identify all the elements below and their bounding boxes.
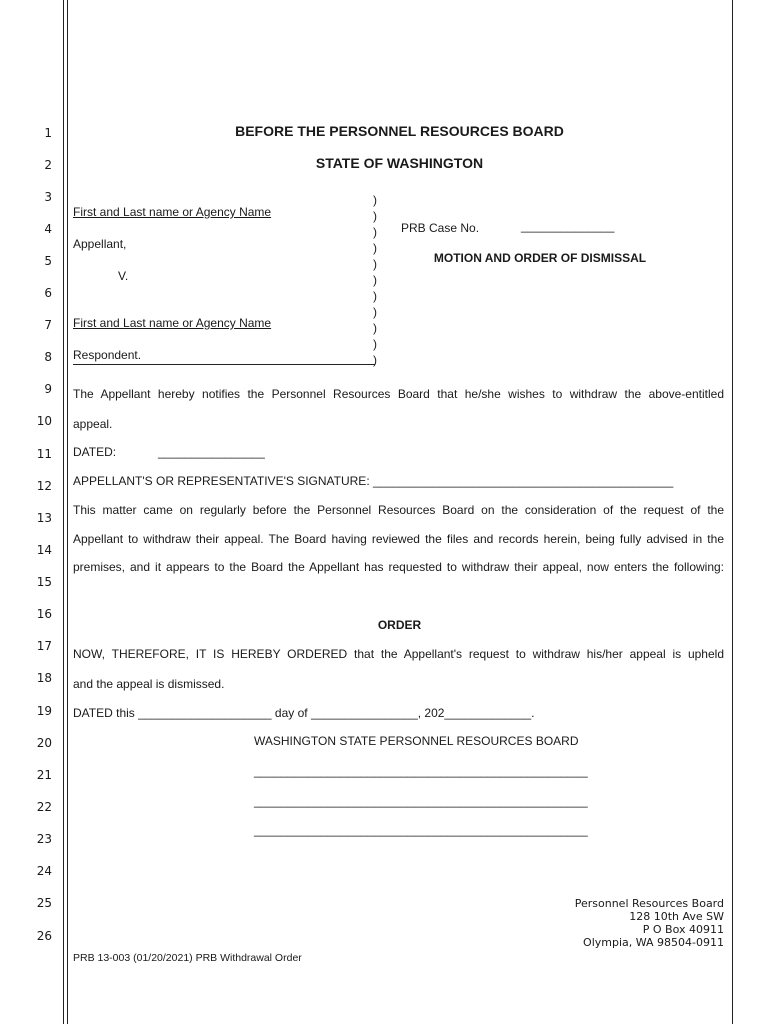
motion-dated-field[interactable]: ________________	[158, 445, 265, 459]
line-number: 21	[36, 768, 52, 782]
order-dated-line[interactable]: DATED this ____________________ day of ________________, 202_____________.	[73, 706, 535, 720]
line-number: 2	[44, 158, 52, 172]
line-number: 24	[36, 864, 52, 878]
respondent-name-field[interactable]: First and Last name or Agency Name	[73, 316, 272, 330]
line-number: 23	[36, 832, 52, 846]
left-margin-rule-outer	[63, 0, 64, 1024]
line-number: 14	[36, 543, 52, 557]
line-number: 22	[36, 800, 52, 814]
line-number: 16	[36, 607, 52, 621]
caption-paren: )	[373, 353, 377, 367]
line-number: 25	[36, 896, 52, 910]
address-street: 128 10th Ave SW	[629, 910, 724, 923]
caption-paren: )	[373, 257, 377, 271]
motion-dated-label: DATED:	[73, 445, 117, 459]
document-heading: BEFORE THE PERSONNEL RESOURCES BOARD	[235, 123, 564, 139]
board-signature-line[interactable]: __________________________________________________	[254, 794, 588, 808]
caption-paren: )	[373, 305, 377, 319]
line-number: 8	[44, 350, 52, 364]
line-number: 15	[36, 575, 52, 589]
address-city: Olympia, WA 98504-0911	[583, 936, 724, 949]
line-number: 26	[36, 929, 52, 943]
recital-text-line: Appellant to withdraw their appeal. The Board having reviewed the files and records herein, being fully advised in the	[73, 532, 724, 546]
document-subheading: STATE OF WASHINGTON	[315, 155, 484, 171]
recital-text-line: This matter came on regularly before the Personnel Resources Board on the consideration of the request of the	[73, 503, 724, 517]
form-identifier: PRB 13-003 (01/20/2021) PRB Withdrawal Order	[73, 952, 302, 964]
motion-text-line: The Appellant hereby notifies the Personnel Resources Board that he/she wishes to withdraw the above-entitled	[73, 387, 724, 401]
caption-bottom-rule	[73, 364, 375, 365]
appellant-label: Appellant,	[73, 237, 127, 251]
address-org: Personnel Resources Board	[574, 897, 724, 910]
recital-text-line: premises, and it appears to the Board the Appellant has requested to withdraw their appeal, now enters the following:	[73, 560, 724, 574]
caption-paren: )	[373, 337, 377, 351]
line-number: 10	[36, 414, 52, 428]
line-number: 7	[44, 318, 52, 332]
motion-text-line: appeal.	[73, 417, 113, 431]
order-text-line: and the appeal is dismissed.	[73, 677, 225, 691]
caption-paren: )	[373, 193, 377, 207]
line-number: 17	[36, 639, 52, 653]
line-number: 5	[44, 254, 52, 268]
right-margin-rule	[732, 0, 733, 1024]
line-number: 3	[44, 190, 52, 204]
address-po-box: P O Box 40911	[642, 923, 724, 936]
line-number: 11	[36, 447, 52, 461]
caption-paren: )	[373, 241, 377, 255]
case-number-label: PRB Case No.	[401, 221, 480, 235]
line-number: 18	[36, 671, 52, 685]
line-number: 9	[44, 382, 52, 396]
board-name: WASHINGTON STATE PERSONNEL RESOURCES BOARD	[254, 734, 579, 748]
case-number-field[interactable]: ______________	[521, 219, 615, 233]
caption-paren: )	[373, 321, 377, 335]
line-number: 1	[44, 126, 52, 140]
motion-title: MOTION AND ORDER OF DISMISSAL	[433, 251, 647, 265]
board-address	[575, 897, 724, 949]
line-number: 13	[36, 511, 52, 525]
board-signature-line[interactable]: __________________________________________________	[254, 764, 588, 778]
line-number: 20	[36, 736, 52, 750]
appellant-signature-line[interactable]: APPELLANT'S OR REPRESENTATIVE'S SIGNATURE: _____________________________________________	[73, 474, 674, 488]
order-text-line: NOW, THEREFORE, IT IS HEREBY ORDERED that the Appellant's request to withdraw his/her appeal is upheld	[73, 647, 724, 661]
respondent-label: Respondent.	[73, 348, 142, 362]
caption-paren: )	[373, 289, 377, 303]
left-margin-rule-inner	[67, 0, 68, 1024]
order-heading: ORDER	[377, 618, 422, 632]
appellant-name-field[interactable]: First and Last name or Agency Name	[73, 205, 272, 219]
caption-paren: )	[373, 225, 377, 239]
versus-label: V.	[118, 269, 129, 283]
board-signature-line[interactable]: __________________________________________________	[254, 823, 588, 837]
line-number: 6	[44, 286, 52, 300]
caption-paren: )	[373, 273, 377, 287]
line-number: 19	[36, 704, 52, 718]
line-number: 12	[36, 479, 52, 493]
caption-paren: )	[373, 209, 377, 223]
line-number: 4	[44, 222, 52, 236]
